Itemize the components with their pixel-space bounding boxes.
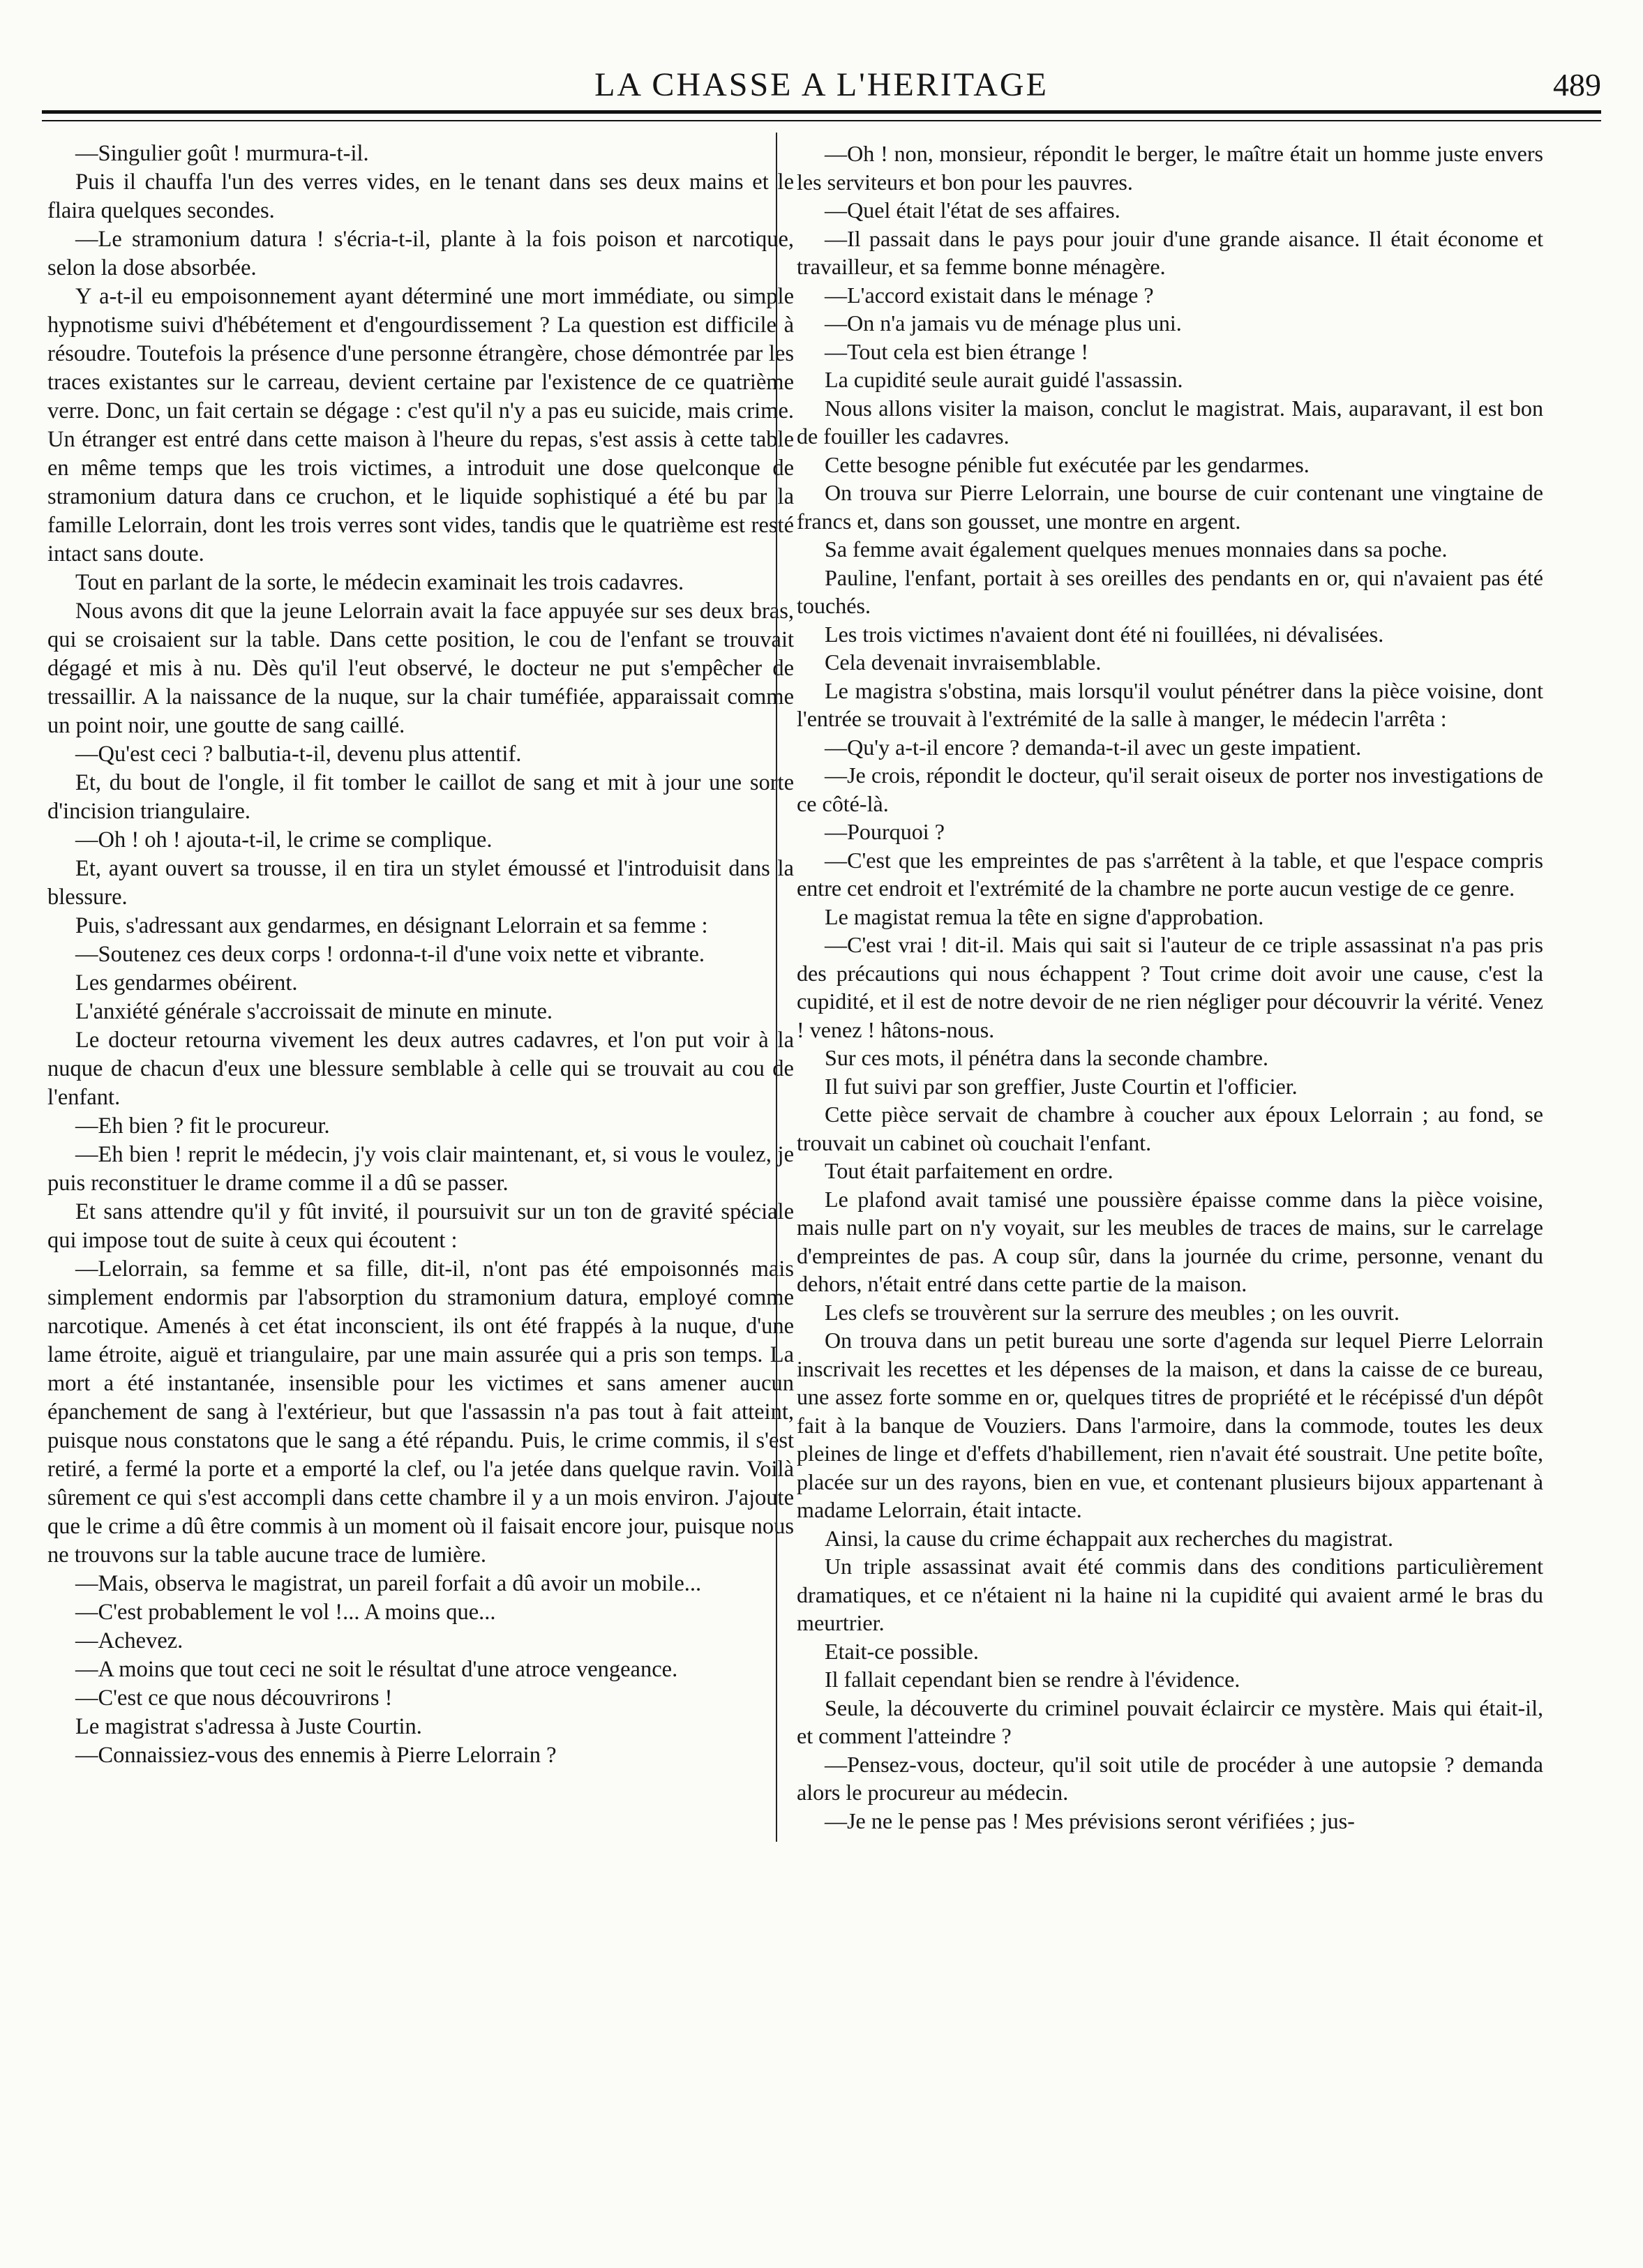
page-number: 489 [1553, 67, 1601, 103]
paragraph: Nous allons visiter la maison, conclut le magistrat. Mais, auparavant, il est bon de fouiller les cadavres. [797, 395, 1543, 449]
page-header [42, 64, 1601, 106]
paragraph: Le magistra s'obstina, mais lorsqu'il voulut pénétrer dans la pièce voisine, dont l'entrée se trouvait à l'extrémité de la salle à manger, le médecin l'arrêta : [797, 677, 1543, 731]
left-column [47, 140, 794, 1770]
paragraph: Les trois victimes n'avaient dont été ni fouillées, ni dévalisées. [825, 621, 1384, 647]
paragraph: Les gendarmes obéirent. [75, 970, 298, 996]
paragraph: Ainsi, la cause du crime échappait aux recherches du magistrat. [825, 1525, 1393, 1551]
paragraph: On trouva sur Pierre Lelorrain, une bourse de cuir contenant une vingtaine de francs et, dans son gousset, une montre en argent. [797, 480, 1543, 534]
paragraph: Le plafond avait tamisé une poussière épaisse comme dans la pièce voisine, mais nulle part on n'y voyait, sur les meubles de traces de mains, sur le carrelage d'empreintes de pas. A coup sûr, dans la journée du crime, personne, venant du dehors, n'était entré dans cette partie de la maison. [797, 1186, 1543, 1296]
paragraph: Puis il chauffa l'un des verres vides, en le tenant dans ses deux mains et le flaira quelques secondes. [47, 170, 794, 223]
paragraph: Cela devenait invraisemblable. [825, 649, 1102, 675]
paragraph: —On n'a jamais vu de ménage plus uni. [825, 310, 1182, 336]
paragraph: Le magistrat s'adressa à Juste Courtin. [75, 1714, 422, 1739]
paragraph: Et, ayant ouvert sa trousse, il en tira un stylet émoussé et l'introduisit dans la blessure. [47, 856, 794, 910]
paragraph: —Oh ! oh ! ajouta-t-il, le crime se complique. [75, 827, 493, 853]
paragraph: Seule, la découverte du criminel pouvait éclaircir ce mystère. Mais qui était-il, et comment l'atteindre ? [797, 1695, 1543, 1748]
paragraph: La cupidité seule aurait guidé l'assassin. [825, 367, 1183, 392]
paragraph: —Pourquoi ? [825, 819, 945, 844]
paragraph: Etait-ce possible. [825, 1638, 979, 1664]
running-title: LA CHASSE A L'HERITAGE [594, 66, 1049, 103]
paragraph: —Singulier goût ! murmura-t-il. [75, 141, 369, 166]
paragraph: Puis, s'adressant aux gendarmes, en désignant Lelorrain et sa femme : [75, 913, 708, 938]
paragraph: —Mais, observa le magistrat, un pareil forfait a dû avoir un mobile... [75, 1571, 702, 1596]
right-column [797, 140, 1543, 1835]
paragraph: Tout était parfaitement en ordre. [825, 1158, 1113, 1183]
paragraph: Un triple assassinat avait été commis dans des conditions particulièrement dramatiques, et ce n'étaient ni la haine ni la cupidité qui avaient armé le bras du meurtrier. [797, 1554, 1543, 1635]
paragraph: Cette besogne pénible fut exécutée par les gendarmes. [825, 451, 1310, 477]
paragraph: Il fallait cependant bien se rendre à l'évidence. [825, 1667, 1240, 1692]
paragraph: —Le stramonium datura ! s'écria-t-il, plante à la fois poison et narcotique, selon la dose absorbée. [47, 227, 794, 280]
paragraph: —A moins que tout ceci ne soit le résultat d'une atroce vengeance. [75, 1657, 678, 1682]
paragraph: —Il passait dans le pays pour jouir d'une grande aisance. Il était économe et travailleur, et sa femme bonne ménagère. [797, 225, 1543, 279]
paragraph: —Oh ! non, monsieur, répondit le berger, le maître était un homme juste envers les serviteurs et bon pour les pauvres. [797, 141, 1543, 195]
paragraph: —Eh bien ! reprit le médecin, j'y vois clair maintenant, et, si vous le voulez, je puis reconstituer le drame comme il a dû se passer. [47, 1142, 794, 1196]
paragraph: Le docteur retourna vivement les deux autres cadavres, et l'on put voir à la nuque de chacun d'eux une blessure semblable à celle qui se trouvait au cou de l'enfant. [47, 1028, 794, 1110]
paragraph: Le magistat remua la tête en signe d'approbation. [825, 903, 1264, 929]
paragraph: Pauline, l'enfant, portait à ses oreilles des pendants en or, qui n'avaient pas été touchés. [797, 564, 1543, 618]
paragraph: —Achevez. [75, 1628, 183, 1653]
paragraph: —C'est que les empreintes de pas s'arrêtent à la table, et que l'espace compris entre cet endroit et l'extrémité de la chambre ne porte aucun vestige de ce genre. [797, 847, 1543, 901]
paragraph: On trouva dans un petit bureau une sorte d'agenda sur lequel Pierre Lelorrain inscrivait les recettes et les dépenses de la maison, et dans la caisse de ce bureau, une assez forte somme en or, quelques titres de propriété et le récépissé d'un dépôt fait à la banque de Vouziers. Dans l'armoire, dans la commode, toutes les deux pleines de linge et d'effets d'habillement, rien n'avait été soustrait. Une petite boîte, placée sur un des rayons, bien en vue, et contenant plusieurs bijoux appartenant à madame Lelorrain, était intacte. [797, 1328, 1543, 1522]
paragraph: —Soutenez ces deux corps ! ordonna-t-il d'une voix nette et vibrante. [75, 942, 705, 967]
paragraph: —C'est probablement le vol !... A moins que... [75, 1600, 496, 1625]
paragraph: Il fut suivi par son greffier, Juste Courtin et l'officier. [825, 1073, 1298, 1099]
header-rule-thin [42, 120, 1601, 121]
paragraph: —Je crois, répondit le docteur, qu'il serait oiseux de porter nos investigations de ce côté-là. [797, 763, 1543, 816]
paragraph: —Eh bien ? fit le procureur. [75, 1113, 330, 1139]
paragraph: —Quel était l'état de ses affaires. [825, 197, 1120, 223]
paragraph: Sa femme avait également quelques menues monnaies dans sa poche. [825, 536, 1448, 562]
paragraph: —C'est vrai ! dit-il. Mais qui sait si l'auteur de ce triple assassinat n'a pas pris des précautions qui nous échappent ? Tout crime doit avoir une cause, c'est la cupidité, et il est de notre devoir de ne rien négliger pour découvrir la vérité. Venez ! venez ! hâtons-nous. [797, 932, 1543, 1042]
paragraph: —Lelorrain, sa femme et sa fille, dit-il, n'ont pas été empoisonnés mais simplement endormis par l'absorption du stramonium datura, employé comme narcotique. Amenés à cet état inconscient, ils ont été frappés à la nuque, d'une lame étroite, aiguë et triangulaire, par une main assurée qui a pris son temps. La mort a été instantanée, insensible pour les victimes et sans amener aucun épanchement de sang à l'extérieur, but que l'assassin n'a pas tout à fait atteint, puisque nous constatons que le sang a été répandu. Puis, le crime commis, il s'est retiré, a fermé la porte et a emporté la clef, ou l'a jetée dans quelque ravin. Voilà sûrement ce qui s'est accompli dans cette chambre il y a un mois environ. J'ajoute que le crime a dû être commis à un moment où il faisait encore jour, puisque nous ne trouvons sur la table aucune trace de lumière. [47, 1256, 794, 1568]
paragraph: Tout en parlant de la sorte, le médecin examinait les trois cadavres. [75, 570, 684, 595]
paragraph: —L'accord existait dans le ménage ? [825, 282, 1154, 308]
header-rule-thick [42, 110, 1601, 114]
paragraph: —Qu'est ceci ? balbutia-t-il, devenu plus attentif. [75, 742, 522, 767]
paragraph: —Connaissiez-vous des ennemis à Pierre Lelorrain ? [75, 1743, 557, 1768]
paragraph: —Tout cela est bien étrange ! [825, 338, 1089, 364]
paragraph: —Qu'y a-t-il encore ? demanda-t-il avec un geste impatient. [825, 734, 1362, 760]
paragraph: Les clefs se trouvèrent sur la serrure des meubles ; on les ouvrit. [825, 1299, 1400, 1325]
paragraph: Y a-t-il eu empoisonnement ayant déterminé une mort immédiate, ou simple hypnotisme suivi d'hébétement et d'engourdissement ? La question est difficile à résoudre. Toutefois la présence d'une personne étrangère, chose démontrée par les traces existantes sur le carreau, devient certaine par l'existence de ce quatrième verre. Donc, un fait certain se dégage : c'est qu'il n'y a pas eu suicide, mais crime. Un étranger est entré dans cette maison à l'heure du repas, s'est assis à cette table en même temps que les trois victimes, a introduit une dose quelconque de stramonium datura dans ce cruchon, et le liquide sophistiqué a été bu par la famille Lelorrain, dont les trois verres sont vides, tandis que le quatrième est resté intact sans doute. [47, 284, 794, 566]
paragraph: Et sans attendre qu'il y fût invité, il poursuivit sur un ton de gravité spéciale qui impose tout de suite à ceux qui écoutent : [47, 1199, 794, 1253]
paragraph: —Pensez-vous, docteur, qu'il soit utile de procéder à une autopsie ? demanda alors le procureur au médecin. [797, 1751, 1543, 1805]
paragraph: Cette pièce servait de chambre à coucher aux époux Lelorrain ; au fond, se trouvait un cabinet où couchait l'enfant. [797, 1102, 1543, 1155]
paragraph: —C'est ce que nous découvrirons ! [75, 1685, 393, 1711]
paragraph: L'anxiété générale s'accroissait de minute en minute. [75, 999, 553, 1024]
paragraph: Sur ces mots, il pénétra dans la seconde chambre. [825, 1045, 1269, 1070]
paragraph: —Je ne le pense pas ! Mes prévisions seront vérifiées ; jus- [825, 1808, 1355, 1833]
paragraph: Et, du bout de l'ongle, il fit tomber le caillot de sang et mit à jour une sorte d'incision triangulaire. [47, 770, 794, 824]
paragraph: Nous avons dit que la jeune Lelorrain avait la face appuyée sur ses deux bras, qui se croisaient sur la table. Dans cette position, le cou de l'enfant se trouvait dégagé et mis à nu. Dès qu'il l'eut observé, le docteur ne put s'empêcher de tressaillir. A la naissance de la nuque, sur la chair tuméfiée, apparaissait comme un point noir, une goutte de sang caillé. [47, 599, 794, 738]
column-divider [776, 133, 777, 1842]
